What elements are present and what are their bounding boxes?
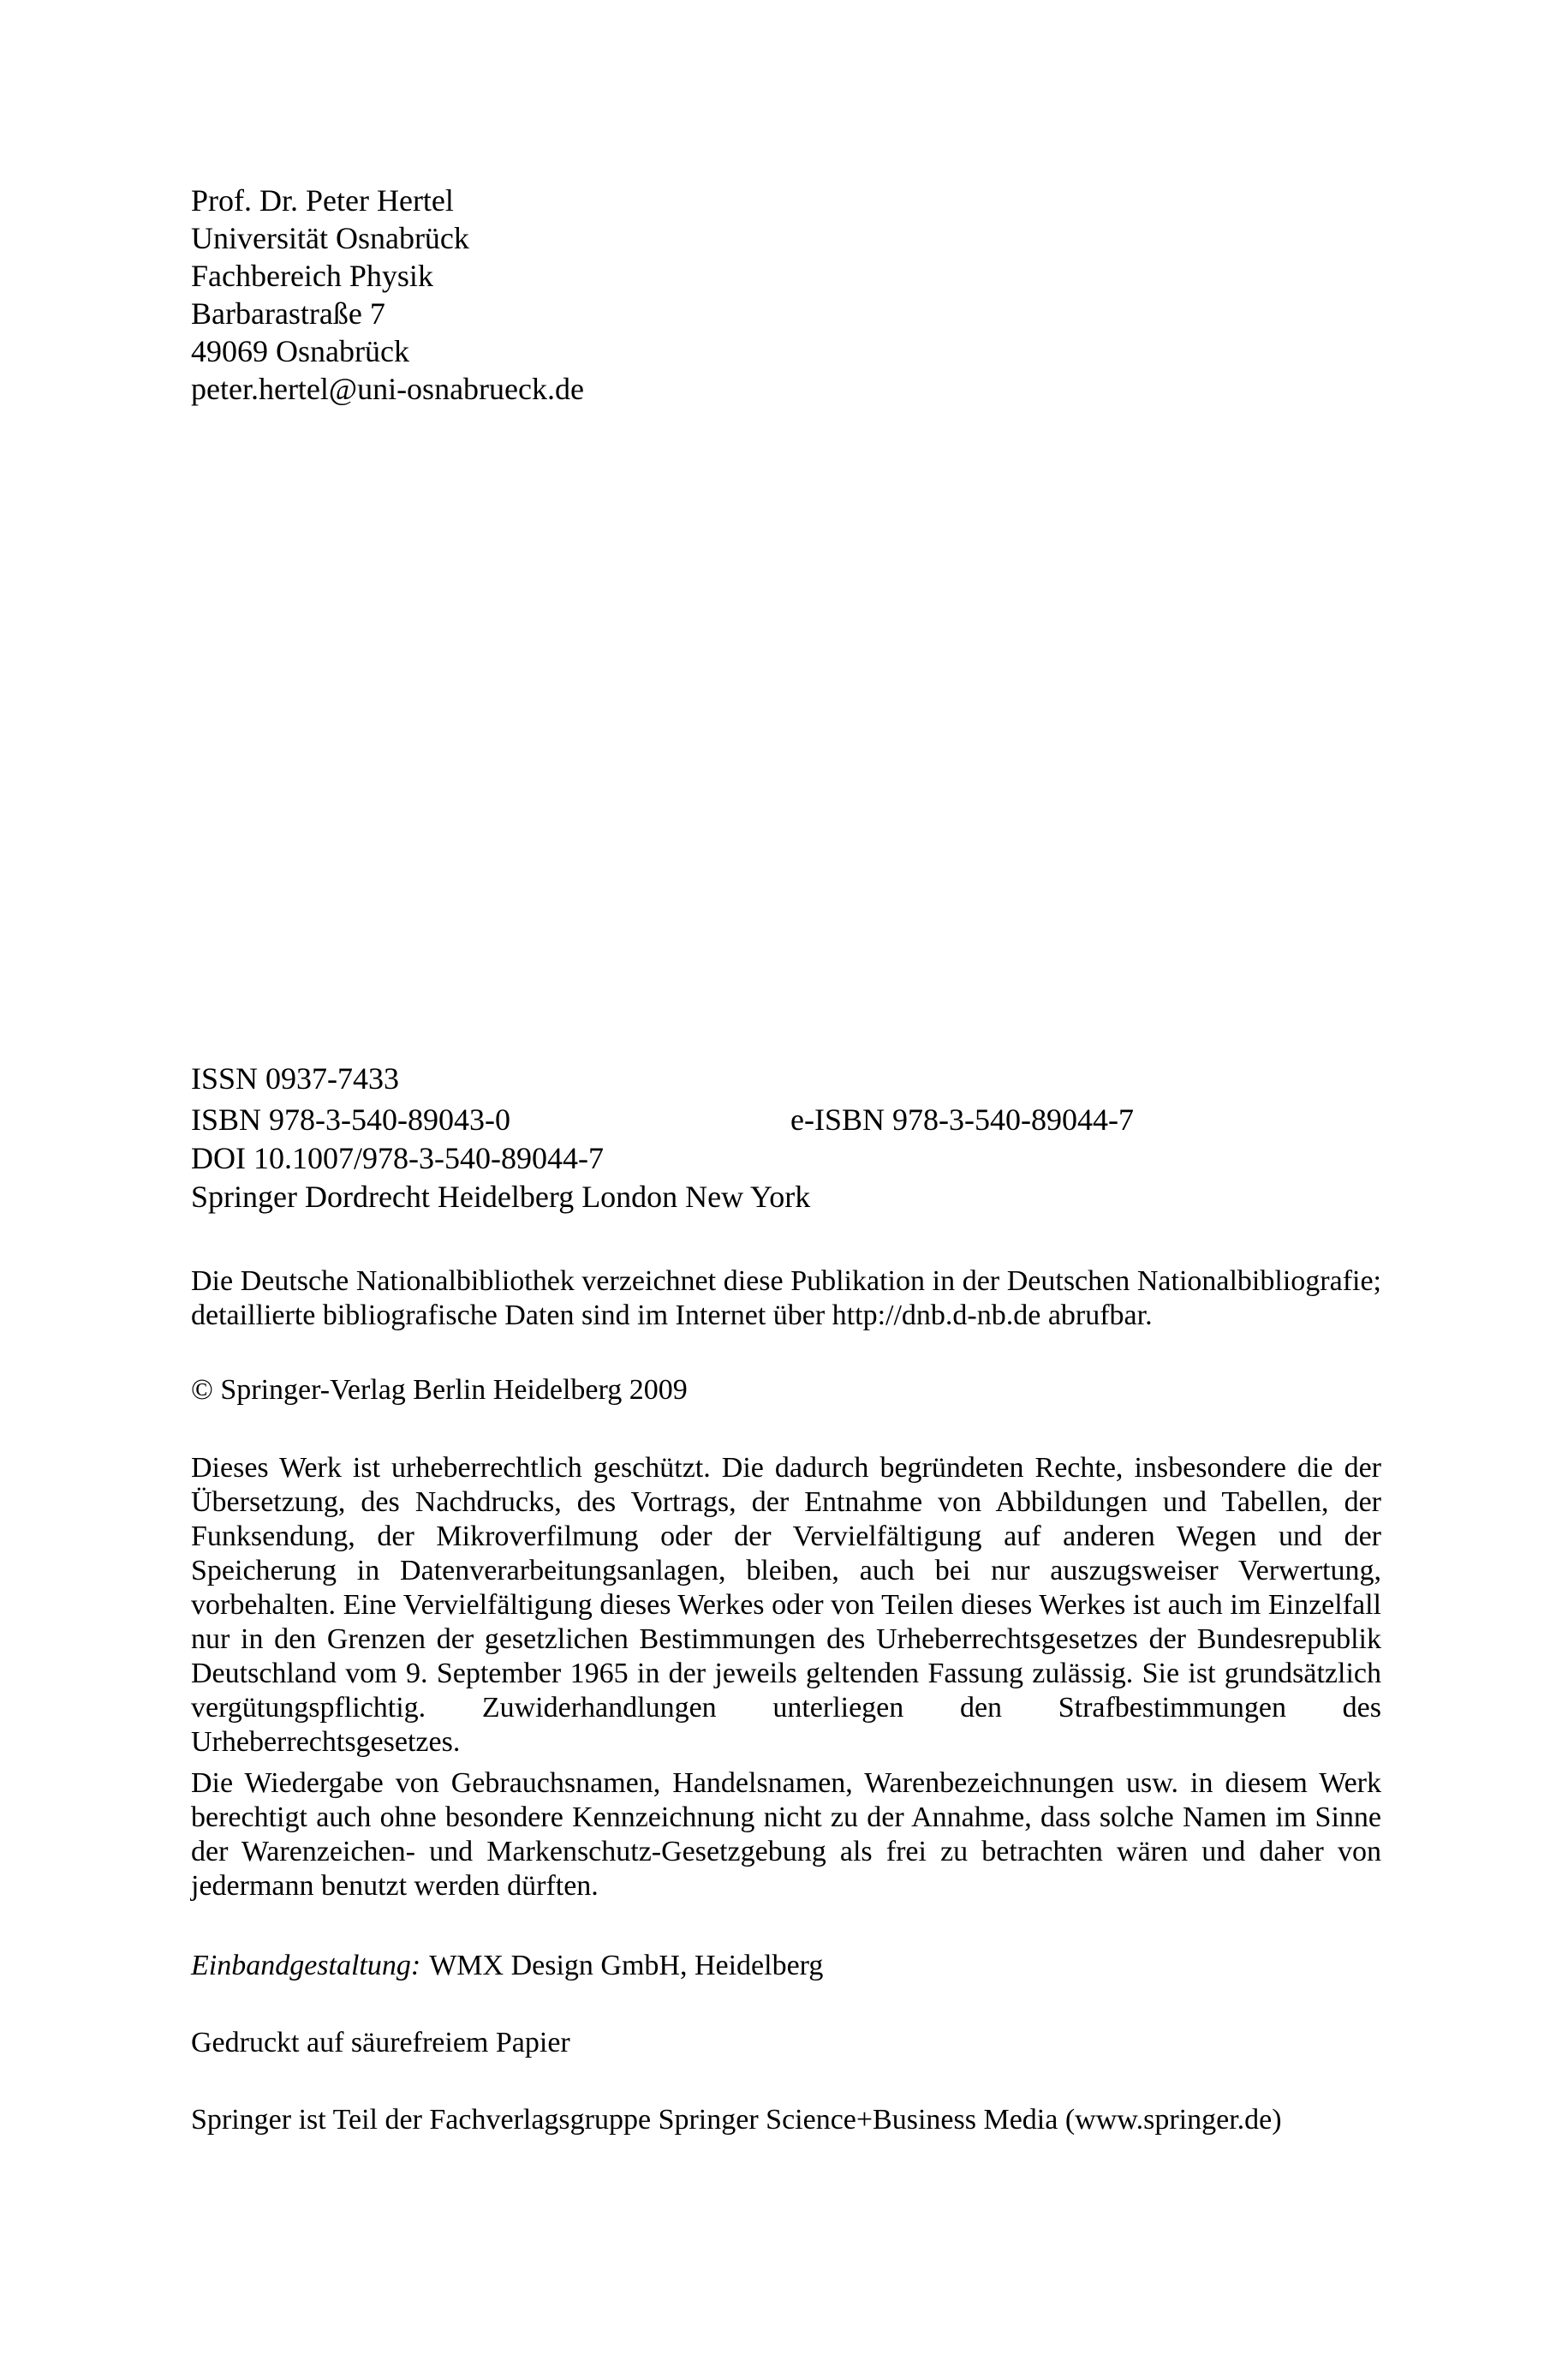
author-street: Barbarastraße 7 — [191, 296, 385, 331]
doi-line: DOI 10.1007/978-3-540-89044-7 — [191, 1141, 604, 1175]
author-city: 49069 Osnabrück — [191, 334, 409, 368]
springer-group-note: Springer ist Teil der Fachverlagsgruppe Springer Science+Business Media (www.springer.de) — [191, 2104, 1282, 2136]
cover-design-label: Einbandgestaltung: — [191, 1950, 421, 1981]
issn-line: ISSN 0937-7433 — [191, 1061, 400, 1096]
author-email: peter.hertel@uni-osnabrueck.de — [191, 372, 584, 406]
author-department: Fachbereich Physik — [191, 259, 433, 293]
publisher-cities-line: Springer Dordrecht Heidelberg London New York — [191, 1180, 811, 1214]
isbn-electronic: e-ISBN 978-3-540-89044-7 — [790, 1102, 1134, 1137]
imprint-content — [191, 0, 1381, 2137]
author-university: Universität Osnabrück — [191, 221, 469, 255]
author-contact-block — [191, 0, 1381, 408]
acid-free-paper-note: Gedruckt auf säurefreiem Papier — [191, 2027, 570, 2058]
cover-design-value: WMX Design GmbH, Heidelberg — [429, 1950, 824, 1981]
trademark-paragraph: Die Wiedergabe von Gebrauchsnamen, Handelsnamen, Warenbezeichnungen usw. in diesem Werk berechtigt auch ohne besondere Kennzeichnung nicht zu der Annahme, dass solche Namen im Sinne der Warenzeichen- und Markenschutz-Gesetzgebung als frei zu betrachten wären und daher von jedermann benutzt werden dürften. — [191, 1767, 1381, 1902]
rights-paragraph: Dieses Werk ist urheberrechtlich geschützt. Die dadurch begründeten Rechte, insbesondere die der Übersetzung, des Nachdrucks, des Vortrags, der Entnahme von Abbildungen und Tabellen, der Funksendung, der Mikroverfilmung oder der Vervielfältigung auf anderen Wegen und der Speicherung in Datenverarbeitungsanlagen, bleiben, auch bei nur auszugsweiser Verwertung, vorbehalten. Eine Vervielfältigung dieses Werkes oder von Teilen dieses Werkes ist auch im Einzelfall nur in den Grenzen der gesetzlichen Bestimmungen des Urheberrechtsgesetzes der Bundesrepublik Deutschland vom 9. September 1965 in der jeweils geltenden Fassung zulässig. Sie ist grundsätzlich vergütungspflichtig. Zuwiderhandlungen unterliegen den Strafbestimmungen des Urheberrechtsgesetzes. — [191, 1452, 1381, 1758]
cover-design-line — [191, 1948, 1381, 1983]
isbn-print: ISBN 978-3-540-89043-0 — [191, 1102, 510, 1137]
isbn-row — [191, 1102, 1381, 1138]
copyright-line: © Springer-Verlag Berlin Heidelberg 2009 — [191, 1374, 688, 1406]
author-name: Prof. Dr. Peter Hertel — [191, 183, 454, 218]
national-library-note: Die Deutsche Nationalbibliothek verzeichnet diese Publikation in der Deutschen Nationalbibliografie; detaillierte bibliografische Daten sind im Internet über http://dnb.d-nb.de abrufbar. — [191, 1265, 1381, 1331]
